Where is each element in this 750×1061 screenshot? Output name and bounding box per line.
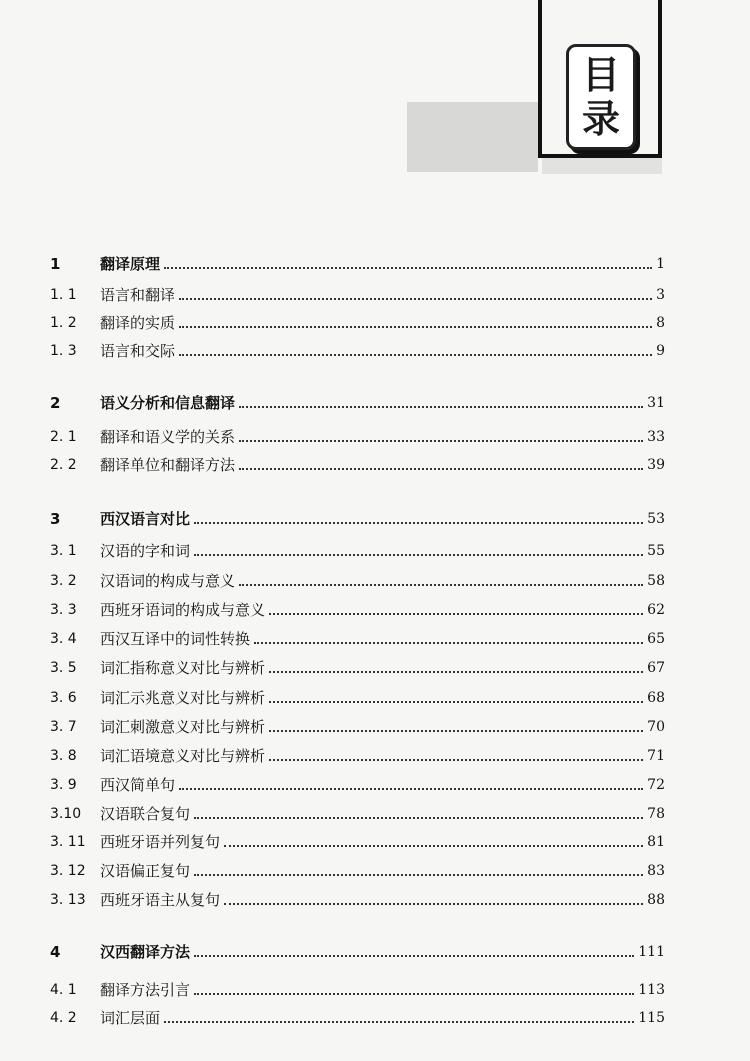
toc-section-entry[interactable]	[50, 800, 665, 824]
toc-title: 词汇刺激意义对比与辨析	[100, 718, 266, 736]
toc-title: 汉西翻译方法	[100, 943, 191, 961]
toc-title: 西班牙语主从复句	[100, 891, 221, 909]
toc-chapter-entry[interactable]	[50, 938, 665, 962]
toc-number: 3.10	[50, 806, 82, 822]
toc-number: 3. 2	[50, 573, 77, 589]
toc-title: 词汇语境意义对比与辨析	[100, 747, 266, 765]
toc-title: 西汉语言对比	[100, 510, 191, 528]
toc-number: 3	[50, 510, 61, 528]
toc-section-entry[interactable]	[50, 828, 665, 852]
toc-number: 4	[50, 943, 61, 961]
toc-section-entry[interactable]	[50, 684, 665, 708]
toc-page-number: 71	[647, 748, 665, 764]
dot-leader	[269, 670, 643, 673]
toc-title: 汉语词的构成与意义	[100, 572, 236, 590]
toc-page-number: 58	[647, 573, 665, 589]
toc-page-number: 83	[647, 863, 665, 879]
dot-leader	[179, 353, 652, 356]
dot-leader	[239, 405, 643, 408]
toc-number: 3. 9	[50, 777, 77, 793]
toc-section-entry[interactable]	[50, 654, 665, 678]
toc-number: 4. 2	[50, 1010, 77, 1026]
toc-page-number: 8	[656, 315, 665, 331]
toc-title: 西班牙语词的构成与意义	[100, 601, 266, 619]
toc-number: 2. 1	[50, 429, 77, 445]
toc-section-entry[interactable]	[50, 625, 665, 649]
toc-section-entry[interactable]	[50, 886, 665, 910]
toc-title: 词汇示兆意义对比与辨析	[100, 689, 266, 707]
toc-title: 语言和翻译	[100, 286, 176, 304]
dot-leader	[194, 553, 643, 556]
toc-section-entry[interactable]	[50, 771, 665, 795]
toc-number: 3. 8	[50, 748, 77, 764]
dot-leader	[194, 521, 643, 524]
dot-leader	[269, 612, 643, 615]
toc-page-number: 55	[647, 543, 665, 559]
toc-section-entry[interactable]	[50, 742, 665, 766]
toc-section-entry[interactable]	[50, 309, 665, 333]
dot-leader	[179, 787, 643, 790]
toc-page-number: 113	[638, 982, 665, 998]
toc-page-number: 39	[647, 457, 665, 473]
title-block	[538, 0, 662, 158]
toc-section-entry[interactable]	[50, 976, 665, 1000]
toc-page-number: 53	[647, 511, 665, 527]
toc-title: 汉语的字和词	[100, 542, 191, 560]
toc-page-number: 3	[656, 287, 665, 303]
toc-title: 西班牙语并列复句	[100, 833, 221, 851]
toc-page-number: 67	[647, 660, 665, 676]
toc-number: 4. 1	[50, 982, 77, 998]
toc-section-entry[interactable]	[50, 337, 665, 361]
dot-leader	[179, 325, 652, 328]
dot-leader	[164, 266, 652, 269]
toc-number: 3. 1	[50, 543, 77, 559]
title-char-mu: 目	[581, 53, 620, 97]
dot-leader	[239, 467, 643, 470]
toc-number: 2. 2	[50, 457, 77, 473]
toc-page-number: 81	[647, 834, 665, 850]
toc-page-number: 111	[638, 944, 665, 960]
dot-leader	[224, 902, 643, 905]
dot-leader	[224, 844, 643, 847]
toc-page-number: 65	[647, 631, 665, 647]
toc-page-number: 31	[647, 395, 665, 411]
toc-section-entry[interactable]	[50, 857, 665, 881]
toc-title: 翻译单位和翻译方法	[100, 456, 236, 474]
toc-number: 2	[50, 394, 61, 412]
dot-leader	[194, 816, 643, 819]
toc-number: 1	[50, 255, 61, 273]
toc-page-number: 78	[647, 806, 665, 822]
toc-section-entry[interactable]	[50, 713, 665, 737]
dot-leader	[239, 583, 643, 586]
toc-section-entry[interactable]	[50, 567, 665, 591]
title-char-lu: 录	[581, 97, 620, 141]
toc-number: 3. 6	[50, 690, 77, 706]
dot-leader	[179, 297, 652, 300]
toc-page-number: 1	[656, 256, 665, 272]
toc-page-number: 33	[647, 429, 665, 445]
toc-number: 3. 4	[50, 631, 77, 647]
dot-leader	[194, 992, 634, 995]
dot-leader	[269, 729, 643, 732]
toc-title: 语义分析和信息翻译	[100, 394, 236, 412]
dot-leader	[269, 700, 643, 703]
toc-section-entry[interactable]	[50, 423, 665, 447]
dot-leader	[269, 758, 643, 761]
toc-number: 1. 3	[50, 343, 77, 359]
dot-leader	[164, 1020, 634, 1023]
toc-title: 西汉简单句	[100, 776, 176, 794]
toc-number: 3. 11	[50, 834, 86, 850]
toc-number: 3. 3	[50, 602, 77, 618]
dot-leader	[194, 954, 634, 957]
toc-section-entry[interactable]	[50, 281, 665, 305]
header-gray-strip	[542, 158, 662, 174]
toc-section-entry[interactable]	[50, 451, 665, 475]
title-box	[566, 44, 636, 150]
toc-page-number: 70	[647, 719, 665, 735]
toc-page-number: 9	[656, 343, 665, 359]
toc-number: 3. 7	[50, 719, 77, 735]
toc-number: 3. 12	[50, 863, 86, 879]
toc-title: 汉语偏正复句	[100, 862, 191, 880]
toc-chapter-entry[interactable]	[50, 250, 665, 274]
toc-title: 西汉互译中的词性转换	[100, 630, 251, 648]
toc-section-entry[interactable]	[50, 537, 665, 561]
dot-leader	[194, 873, 643, 876]
header-gray-panel	[407, 102, 538, 172]
toc-page-number: 62	[647, 602, 665, 618]
toc-number: 3. 5	[50, 660, 77, 676]
toc-title: 翻译原理	[100, 255, 161, 273]
toc-title: 翻译的实质	[100, 314, 176, 332]
toc-chapter-entry[interactable]	[50, 389, 665, 413]
dot-leader	[254, 641, 643, 644]
toc-title: 语言和交际	[100, 342, 176, 360]
toc-title: 词汇指称意义对比与辨析	[100, 659, 266, 677]
toc-page-number: 115	[638, 1010, 665, 1026]
toc-number: 3. 13	[50, 892, 86, 908]
toc-page-number: 88	[647, 892, 665, 908]
toc-section-entry[interactable]	[50, 1004, 665, 1028]
toc-page-number: 72	[647, 777, 665, 793]
toc-number: 1. 2	[50, 315, 77, 331]
toc-title: 翻译方法引言	[100, 981, 191, 999]
toc-title: 词汇层面	[100, 1009, 161, 1027]
toc-section-entry[interactable]	[50, 596, 665, 620]
toc-title: 翻译和语义学的关系	[100, 428, 236, 446]
toc-number: 1. 1	[50, 287, 77, 303]
dot-leader	[239, 439, 643, 442]
toc-chapter-entry[interactable]	[50, 505, 665, 529]
toc-title: 汉语联合复句	[100, 805, 191, 823]
toc-page-number: 68	[647, 690, 665, 706]
